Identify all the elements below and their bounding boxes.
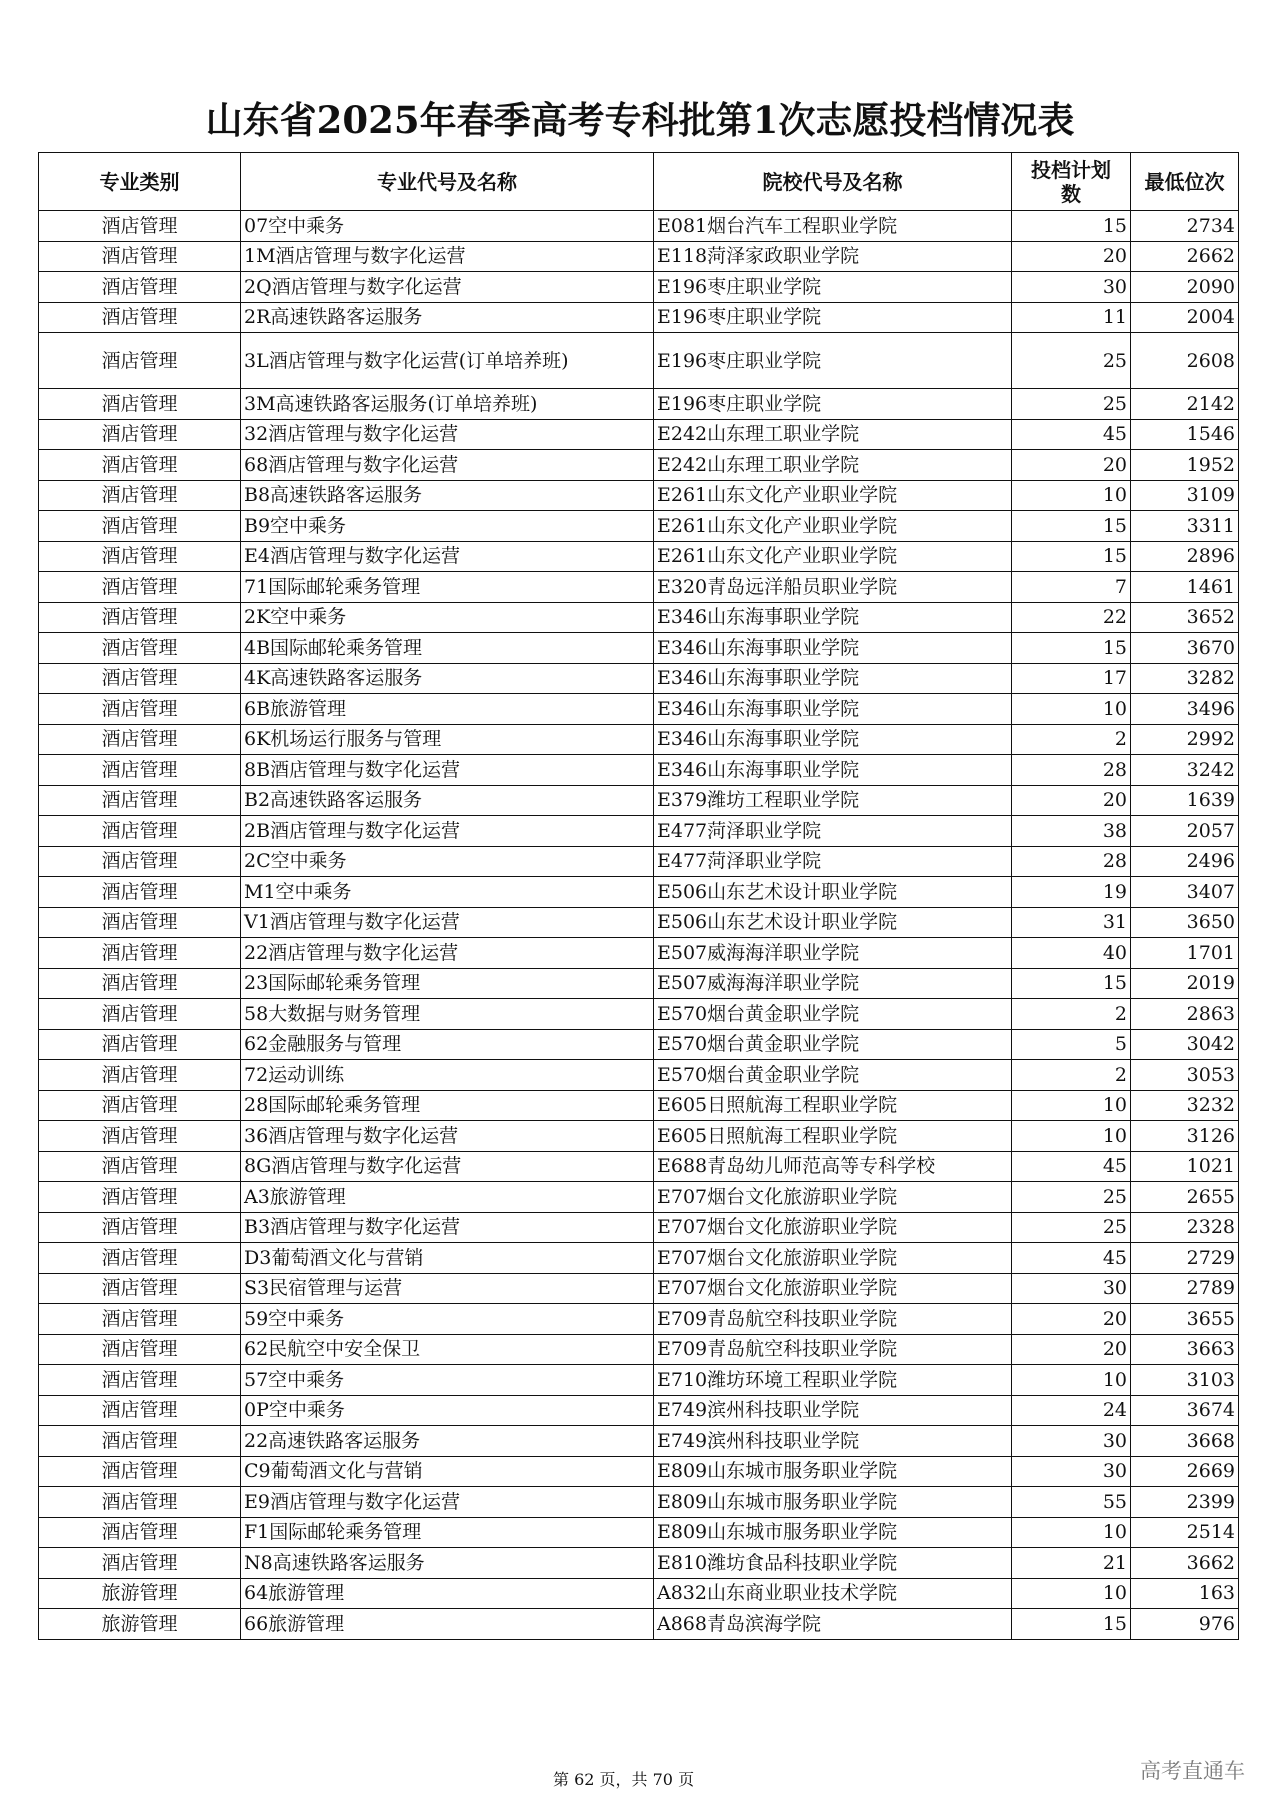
- header-school: 院校代号及名称: [654, 153, 1012, 211]
- cell-major: M1空中乘务: [241, 877, 654, 908]
- cell-plan-count: 20: [1012, 785, 1131, 816]
- cell-plan-count: 2: [1012, 724, 1131, 755]
- cell-plan-count: 25: [1012, 1182, 1131, 1213]
- cell-plan-count: 31: [1012, 907, 1131, 938]
- cell-plan-count: 25: [1012, 1212, 1131, 1243]
- table-row: [39, 816, 1239, 847]
- cell-plan-count: 40: [1012, 938, 1131, 969]
- cell-plan-count: 10: [1012, 694, 1131, 725]
- cell-category: 酒店管理: [39, 602, 241, 633]
- table-row: [39, 541, 1239, 572]
- cell-major: C9葡萄酒文化与营销: [241, 1456, 654, 1487]
- cell-plan-count: 21: [1012, 1548, 1131, 1579]
- cell-min-rank: 3652: [1131, 602, 1239, 633]
- cell-plan-count: 45: [1012, 419, 1131, 450]
- cell-category: 酒店管理: [39, 1060, 241, 1091]
- cell-category: 酒店管理: [39, 1273, 241, 1304]
- cell-major: 36酒店管理与数字化运营: [241, 1121, 654, 1152]
- table-row: [39, 450, 1239, 481]
- cell-plan-count: 15: [1012, 541, 1131, 572]
- cell-major: 8G酒店管理与数字化运营: [241, 1151, 654, 1182]
- cell-major: 23国际邮轮乘务管理: [241, 968, 654, 999]
- cell-school: E707烟台文化旅游职业学院: [654, 1243, 1012, 1274]
- cell-school: E196枣庄职业学院: [654, 333, 1012, 389]
- cell-category: 酒店管理: [39, 846, 241, 877]
- cell-school: E320青岛远洋船员职业学院: [654, 572, 1012, 603]
- header-plan-line1: 投档计划: [1031, 157, 1111, 182]
- cell-category: 酒店管理: [39, 511, 241, 542]
- cell-school: E118菏泽家政职业学院: [654, 241, 1012, 272]
- cell-plan-count: 15: [1012, 633, 1131, 664]
- cell-major: B3酒店管理与数字化运营: [241, 1212, 654, 1243]
- cell-min-rank: 2655: [1131, 1182, 1239, 1213]
- table-row: [39, 389, 1239, 420]
- cell-min-rank: 1461: [1131, 572, 1239, 603]
- cell-major: N8高速铁路客运服务: [241, 1548, 654, 1579]
- cell-school: E261山东文化产业职业学院: [654, 511, 1012, 542]
- page-title: 山东省2025年春季高考专科批第1次志愿投档情况表: [205, 98, 1075, 142]
- table-row: [39, 1548, 1239, 1579]
- cell-category: 酒店管理: [39, 755, 241, 786]
- cell-category: 酒店管理: [39, 1212, 241, 1243]
- header-major: 专业代号及名称: [241, 153, 654, 211]
- cell-category: 旅游管理: [39, 1578, 241, 1609]
- header-category: 专业类别: [39, 153, 241, 211]
- cell-min-rank: 2142: [1131, 389, 1239, 420]
- table-row: [39, 1121, 1239, 1152]
- cell-plan-count: 30: [1012, 1426, 1131, 1457]
- cell-school: E605日照航海工程职业学院: [654, 1121, 1012, 1152]
- cell-plan-count: 15: [1012, 211, 1131, 242]
- cell-school: E346山东海事职业学院: [654, 694, 1012, 725]
- cell-major: V1酒店管理与数字化运营: [241, 907, 654, 938]
- cell-category: 酒店管理: [39, 1029, 241, 1060]
- cell-school: E242山东理工职业学院: [654, 450, 1012, 481]
- table-row: [39, 302, 1239, 333]
- cell-major: S3民宿管理与运营: [241, 1273, 654, 1304]
- table-row: [39, 1578, 1239, 1609]
- cell-school: E379潍坊工程职业学院: [654, 785, 1012, 816]
- cell-school: E507威海海洋职业学院: [654, 968, 1012, 999]
- header-min-rank: 最低位次: [1131, 153, 1239, 211]
- cell-plan-count: 28: [1012, 755, 1131, 786]
- admission-table: [38, 152, 1239, 1640]
- cell-min-rank: 2019: [1131, 968, 1239, 999]
- table-row: [39, 1365, 1239, 1396]
- cell-major: 58大数据与财务管理: [241, 999, 654, 1030]
- table-row: [39, 1456, 1239, 1487]
- cell-plan-count: 15: [1012, 511, 1131, 542]
- cell-min-rank: 2608: [1131, 333, 1239, 389]
- cell-major: 3L酒店管理与数字化运营(订单培养班): [241, 333, 654, 389]
- cell-plan-count: 11: [1012, 302, 1131, 333]
- cell-min-rank: 2496: [1131, 846, 1239, 877]
- cell-plan-count: 10: [1012, 1578, 1131, 1609]
- table-row: [39, 1304, 1239, 1335]
- table-row: [39, 1182, 1239, 1213]
- page-footer: 第 62 页，共 70 页: [553, 1770, 695, 1789]
- cell-plan-count: 30: [1012, 272, 1131, 303]
- cell-min-rank: 3668: [1131, 1426, 1239, 1457]
- cell-school: E749滨州科技职业学院: [654, 1395, 1012, 1426]
- table-row: [39, 1243, 1239, 1274]
- cell-min-rank: 2729: [1131, 1243, 1239, 1274]
- cell-plan-count: 10: [1012, 1517, 1131, 1548]
- cell-major: 2R高速铁路客运服务: [241, 302, 654, 333]
- cell-school: E707烟台文化旅游职业学院: [654, 1273, 1012, 1304]
- cell-plan-count: 45: [1012, 1151, 1131, 1182]
- cell-school: E809山东城市服务职业学院: [654, 1487, 1012, 1518]
- cell-school: E707烟台文化旅游职业学院: [654, 1212, 1012, 1243]
- cell-major: B9空中乘务: [241, 511, 654, 542]
- cell-category: 酒店管理: [39, 1456, 241, 1487]
- cell-min-rank: 2669: [1131, 1456, 1239, 1487]
- cell-school: E710潍坊环境工程职业学院: [654, 1365, 1012, 1396]
- cell-category: 酒店管理: [39, 1517, 241, 1548]
- table-row: [39, 724, 1239, 755]
- cell-major: 68酒店管理与数字化运营: [241, 450, 654, 481]
- table-row: [39, 572, 1239, 603]
- cell-school: E707烟台文化旅游职业学院: [654, 1182, 1012, 1213]
- cell-category: 酒店管理: [39, 1304, 241, 1335]
- cell-category: 酒店管理: [39, 272, 241, 303]
- table-row: [39, 241, 1239, 272]
- cell-major: 4K高速铁路客运服务: [241, 663, 654, 694]
- cell-category: 酒店管理: [39, 1548, 241, 1579]
- table-row: [39, 755, 1239, 786]
- cell-min-rank: 1639: [1131, 785, 1239, 816]
- cell-major: F1国际邮轮乘务管理: [241, 1517, 654, 1548]
- table-row: [39, 785, 1239, 816]
- cell-major: 2Q酒店管理与数字化运营: [241, 272, 654, 303]
- cell-major: 62金融服务与管理: [241, 1029, 654, 1060]
- cell-major: 72运动训练: [241, 1060, 654, 1091]
- cell-min-rank: 3670: [1131, 633, 1239, 664]
- cell-plan-count: 20: [1012, 450, 1131, 481]
- table-row: [39, 419, 1239, 450]
- cell-category: 酒店管理: [39, 724, 241, 755]
- table-row: [39, 1426, 1239, 1457]
- table-row: [39, 907, 1239, 938]
- cell-plan-count: 20: [1012, 1334, 1131, 1365]
- cell-plan-count: 10: [1012, 1365, 1131, 1396]
- cell-plan-count: 30: [1012, 1273, 1131, 1304]
- cell-min-rank: 2992: [1131, 724, 1239, 755]
- cell-category: 酒店管理: [39, 541, 241, 572]
- table-row: [39, 1212, 1239, 1243]
- cell-plan-count: 10: [1012, 1090, 1131, 1121]
- table-row: [39, 1487, 1239, 1518]
- cell-plan-count: 45: [1012, 1243, 1131, 1274]
- cell-school: E196枣庄职业学院: [654, 389, 1012, 420]
- cell-school: E196枣庄职业学院: [654, 272, 1012, 303]
- cell-min-rank: 1952: [1131, 450, 1239, 481]
- cell-min-rank: 2399: [1131, 1487, 1239, 1518]
- cell-category: 酒店管理: [39, 1151, 241, 1182]
- cell-major: 3M高速铁路客运服务(订单培养班): [241, 389, 654, 420]
- cell-category: 酒店管理: [39, 1334, 241, 1365]
- cell-min-rank: 3650: [1131, 907, 1239, 938]
- table-row: [39, 663, 1239, 694]
- cell-school: A832山东商业职业技术学院: [654, 1578, 1012, 1609]
- cell-category: 酒店管理: [39, 211, 241, 242]
- cell-school: E081烟台汽车工程职业学院: [654, 211, 1012, 242]
- cell-plan-count: 25: [1012, 389, 1131, 420]
- cell-category: 酒店管理: [39, 633, 241, 664]
- cell-major: 71国际邮轮乘务管理: [241, 572, 654, 603]
- cell-plan-count: 25: [1012, 333, 1131, 389]
- cell-min-rank: 3232: [1131, 1090, 1239, 1121]
- cell-plan-count: 55: [1012, 1487, 1131, 1518]
- cell-school: E477菏泽职业学院: [654, 846, 1012, 877]
- cell-school: E749滨州科技职业学院: [654, 1426, 1012, 1457]
- table-row: [39, 1395, 1239, 1426]
- cell-category: 酒店管理: [39, 1243, 241, 1274]
- cell-plan-count: 2: [1012, 1060, 1131, 1091]
- table-row: [39, 999, 1239, 1030]
- watermark: 高考直通车: [1140, 1759, 1245, 1783]
- table-row: [39, 272, 1239, 303]
- cell-plan-count: 10: [1012, 1121, 1131, 1152]
- cell-min-rank: 2514: [1131, 1517, 1239, 1548]
- cell-major: 59空中乘务: [241, 1304, 654, 1335]
- cell-min-rank: 2896: [1131, 541, 1239, 572]
- header-plan: [1012, 153, 1131, 211]
- cell-school: E809山东城市服务职业学院: [654, 1517, 1012, 1548]
- cell-min-rank: 3053: [1131, 1060, 1239, 1091]
- cell-plan-count: 28: [1012, 846, 1131, 877]
- cell-min-rank: 1701: [1131, 938, 1239, 969]
- cell-school: E709青岛航空科技职业学院: [654, 1304, 1012, 1335]
- cell-major: 2K空中乘务: [241, 602, 654, 633]
- cell-plan-count: 15: [1012, 968, 1131, 999]
- cell-min-rank: 2662: [1131, 241, 1239, 272]
- cell-category: 酒店管理: [39, 694, 241, 725]
- cell-major: 28国际邮轮乘务管理: [241, 1090, 654, 1121]
- cell-school: E507威海海洋职业学院: [654, 938, 1012, 969]
- cell-school: E506山东艺术设计职业学院: [654, 877, 1012, 908]
- cell-min-rank: 2090: [1131, 272, 1239, 303]
- cell-min-rank: 3674: [1131, 1395, 1239, 1426]
- cell-major: 6B旅游管理: [241, 694, 654, 725]
- cell-major: B8高速铁路客运服务: [241, 480, 654, 511]
- table-row: [39, 1060, 1239, 1091]
- table-row: [39, 602, 1239, 633]
- cell-min-rank: 3109: [1131, 480, 1239, 511]
- cell-min-rank: 3042: [1131, 1029, 1239, 1060]
- table-row: [39, 938, 1239, 969]
- cell-category: 酒店管理: [39, 1182, 241, 1213]
- cell-major: 8B酒店管理与数字化运营: [241, 755, 654, 786]
- cell-category: 酒店管理: [39, 663, 241, 694]
- cell-category: 酒店管理: [39, 877, 241, 908]
- cell-school: E570烟台黄金职业学院: [654, 1060, 1012, 1091]
- cell-category: 酒店管理: [39, 938, 241, 969]
- cell-category: 酒店管理: [39, 389, 241, 420]
- cell-major: A3旅游管理: [241, 1182, 654, 1213]
- cell-plan-count: 22: [1012, 602, 1131, 633]
- cell-min-rank: 3407: [1131, 877, 1239, 908]
- cell-min-rank: 163: [1131, 1578, 1239, 1609]
- cell-category: 酒店管理: [39, 572, 241, 603]
- cell-min-rank: 3496: [1131, 694, 1239, 725]
- cell-plan-count: 20: [1012, 1304, 1131, 1335]
- cell-category: 酒店管理: [39, 1426, 241, 1457]
- table-body: [39, 211, 1239, 1640]
- cell-min-rank: 3662: [1131, 1548, 1239, 1579]
- table-row: [39, 633, 1239, 664]
- cell-major: 66旅游管理: [241, 1609, 654, 1640]
- cell-plan-count: 2: [1012, 999, 1131, 1030]
- cell-major: 6K机场运行服务与管理: [241, 724, 654, 755]
- cell-school: E346山东海事职业学院: [654, 724, 1012, 755]
- cell-school: E346山东海事职业学院: [654, 755, 1012, 786]
- cell-category: 酒店管理: [39, 968, 241, 999]
- cell-school: E346山东海事职业学院: [654, 633, 1012, 664]
- cell-min-rank: 3126: [1131, 1121, 1239, 1152]
- cell-category: 旅游管理: [39, 1609, 241, 1640]
- cell-major: E4酒店管理与数字化运营: [241, 541, 654, 572]
- cell-school: E261山东文化产业职业学院: [654, 480, 1012, 511]
- table-row: [39, 968, 1239, 999]
- cell-category: 酒店管理: [39, 241, 241, 272]
- cell-category: 酒店管理: [39, 419, 241, 450]
- cell-category: 酒店管理: [39, 1487, 241, 1518]
- cell-major: 62民航空中安全保卫: [241, 1334, 654, 1365]
- cell-plan-count: 5: [1012, 1029, 1131, 1060]
- cell-major: 57空中乘务: [241, 1365, 654, 1396]
- cell-major: E9酒店管理与数字化运营: [241, 1487, 654, 1518]
- table-row: [39, 1609, 1239, 1640]
- cell-min-rank: 2734: [1131, 211, 1239, 242]
- table-row: [39, 694, 1239, 725]
- table-row: [39, 1517, 1239, 1548]
- cell-school: E346山东海事职业学院: [654, 663, 1012, 694]
- cell-category: 酒店管理: [39, 907, 241, 938]
- cell-plan-count: 10: [1012, 480, 1131, 511]
- cell-major: 1M酒店管理与数字化运营: [241, 241, 654, 272]
- cell-school: E810潍坊食品科技职业学院: [654, 1548, 1012, 1579]
- table-row: [39, 1090, 1239, 1121]
- cell-major: 64旅游管理: [241, 1578, 654, 1609]
- cell-min-rank: 3655: [1131, 1304, 1239, 1335]
- cell-min-rank: 3311: [1131, 511, 1239, 542]
- cell-category: 酒店管理: [39, 1395, 241, 1426]
- cell-plan-count: 24: [1012, 1395, 1131, 1426]
- cell-category: 酒店管理: [39, 999, 241, 1030]
- table-row: [39, 511, 1239, 542]
- cell-major: 22高速铁路客运服务: [241, 1426, 654, 1457]
- cell-school: E570烟台黄金职业学院: [654, 1029, 1012, 1060]
- cell-major: 4B国际邮轮乘务管理: [241, 633, 654, 664]
- cell-major: 2B酒店管理与数字化运营: [241, 816, 654, 847]
- cell-category: 酒店管理: [39, 1365, 241, 1396]
- cell-school: E709青岛航空科技职业学院: [654, 1334, 1012, 1365]
- table-row: [39, 846, 1239, 877]
- cell-school: E196枣庄职业学院: [654, 302, 1012, 333]
- cell-school: E261山东文化产业职业学院: [654, 541, 1012, 572]
- cell-min-rank: 976: [1131, 1609, 1239, 1640]
- cell-min-rank: 2004: [1131, 302, 1239, 333]
- cell-category: 酒店管理: [39, 480, 241, 511]
- table-row: [39, 1151, 1239, 1182]
- cell-major: 07空中乘务: [241, 211, 654, 242]
- table-row: [39, 333, 1239, 389]
- cell-category: 酒店管理: [39, 333, 241, 389]
- cell-plan-count: 30: [1012, 1456, 1131, 1487]
- cell-plan-count: 17: [1012, 663, 1131, 694]
- cell-min-rank: 3242: [1131, 755, 1239, 786]
- cell-school: E605日照航海工程职业学院: [654, 1090, 1012, 1121]
- cell-plan-count: 38: [1012, 816, 1131, 847]
- cell-category: 酒店管理: [39, 450, 241, 481]
- header-plan-line2: 数: [1061, 181, 1081, 206]
- cell-min-rank: 2863: [1131, 999, 1239, 1030]
- cell-plan-count: 15: [1012, 1609, 1131, 1640]
- cell-major: 32酒店管理与数字化运营: [241, 419, 654, 450]
- cell-category: 酒店管理: [39, 816, 241, 847]
- cell-school: E570烟台黄金职业学院: [654, 999, 1012, 1030]
- cell-min-rank: 3103: [1131, 1365, 1239, 1396]
- table-row: [39, 1273, 1239, 1304]
- cell-major: B2高速铁路客运服务: [241, 785, 654, 816]
- cell-min-rank: 2328: [1131, 1212, 1239, 1243]
- cell-school: E477菏泽职业学院: [654, 816, 1012, 847]
- cell-min-rank: 3282: [1131, 663, 1239, 694]
- cell-school: E506山东艺术设计职业学院: [654, 907, 1012, 938]
- table-row: [39, 211, 1239, 242]
- table-row: [39, 480, 1239, 511]
- cell-plan-count: 19: [1012, 877, 1131, 908]
- cell-major: 0P空中乘务: [241, 1395, 654, 1426]
- cell-plan-count: 20: [1012, 241, 1131, 272]
- cell-plan-count: 7: [1012, 572, 1131, 603]
- table-row: [39, 877, 1239, 908]
- cell-school: A868青岛滨海学院: [654, 1609, 1012, 1640]
- cell-school: E688青岛幼儿师范高等专科学校: [654, 1151, 1012, 1182]
- table-header-row: [39, 153, 1239, 211]
- cell-major: 2C空中乘务: [241, 846, 654, 877]
- cell-major: D3葡萄酒文化与营销: [241, 1243, 654, 1274]
- cell-min-rank: 3663: [1131, 1334, 1239, 1365]
- cell-min-rank: 1546: [1131, 419, 1239, 450]
- cell-category: 酒店管理: [39, 785, 241, 816]
- cell-min-rank: 1021: [1131, 1151, 1239, 1182]
- cell-school: E346山东海事职业学院: [654, 602, 1012, 633]
- cell-school: E809山东城市服务职业学院: [654, 1456, 1012, 1487]
- table-row: [39, 1029, 1239, 1060]
- cell-min-rank: 2057: [1131, 816, 1239, 847]
- cell-school: E242山东理工职业学院: [654, 419, 1012, 450]
- cell-min-rank: 2789: [1131, 1273, 1239, 1304]
- cell-major: 22酒店管理与数字化运营: [241, 938, 654, 969]
- cell-category: 酒店管理: [39, 1090, 241, 1121]
- table-row: [39, 1334, 1239, 1365]
- cell-category: 酒店管理: [39, 1121, 241, 1152]
- cell-category: 酒店管理: [39, 302, 241, 333]
